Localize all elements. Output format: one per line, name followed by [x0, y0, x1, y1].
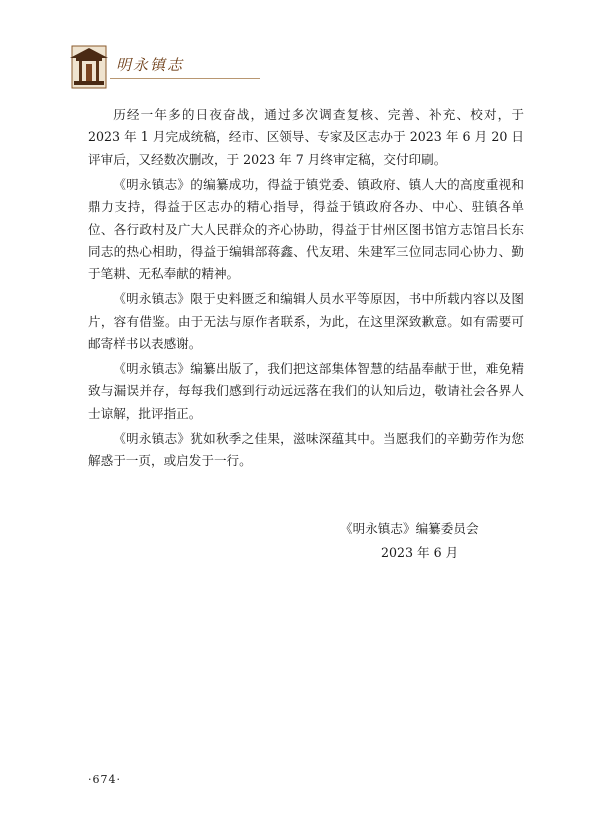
pavilion-seal-icon	[66, 42, 112, 92]
paragraph: 《明永镇志》编纂出版了，我们把这部集体智慧的结晶奉献于世，难免精致与漏误并存，每每我们感到行动远远落在我们的认知后边，敬请社会各界人士谅解，批评指正。	[88, 360, 524, 421]
paragraph: 《明永镇志》犹如秋季之佳果，滋味深蕴其中。当愿我们的辛勤劳作为您解惑于一页，或启发于一行。	[88, 430, 524, 469]
paragraph: 历经一年多的日夜奋战，通过多次调查复核、完善、补充、校对，于 2023 年 1 月完成统稿，经市、区领导、专家及区志办于 2023 年 6 月 20 日评审后，又经数次删改，于 2023 年 7 月终审定稿，交付印刷。	[88, 107, 524, 167]
header-divider	[110, 78, 260, 79]
signature-date: 2023 年 6 月	[381, 545, 459, 560]
signature-org: 《明永镇志》编纂委员会	[340, 521, 479, 536]
paragraph: 《明永镇志》限于史料匮乏和编辑人员水平等原因，书中所载内容以及图片，容有借鉴。由于无法与原作者联系，为此，在这里深致歉意。如有需要可邮寄样书以表感谢。	[88, 291, 524, 352]
afterword-body	[88, 104, 524, 475]
book-title: 明永镇志	[116, 56, 185, 74]
page-header	[66, 42, 546, 94]
paragraph: 《明永镇志》的编纂成功，得益于镇党委、镇政府、镇人大的高度重视和鼎力支持，得益于区志办的精心指导，得益于镇政府各办、中心、驻镇各单位、各行政村及广大人民群众的齐心协助，得益于甘州区图书馆方志馆吕长东同志的热心相助，得益于编辑部蒋鑫、代友珺、朱建军三位同志同心协力、勤于笔耕、无私奉献的精神。	[88, 176, 524, 282]
signature-block	[340, 517, 479, 565]
page-number: ·674·	[88, 773, 121, 786]
